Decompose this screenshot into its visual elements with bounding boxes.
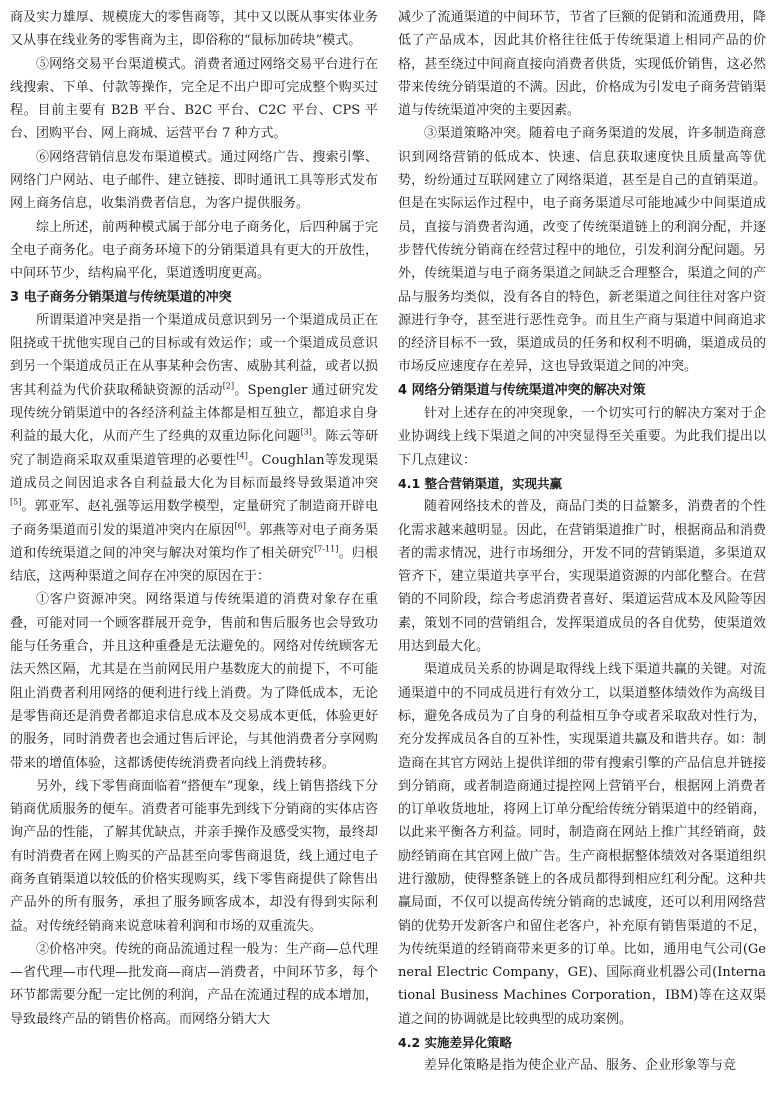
paragraph-solutions-intro: 针对上述存在的冲突现象，一个切实可行的解决方案对于企业协调线上线下渠道之间的冲突显得至关重要。为此我们提出以下几点建议：: [398, 406, 766, 468]
right-column: [398, 6, 766, 1116]
paragraph-coordination: 渠道成员关系的协调是取得线上线下渠道共赢的关键。对流通渠道中的不同成员进行有效分工，以渠道整体绩效作为高级目标，避免各成员为了自身的利益相互争夺或者采取敌对性行为，充分发挥成员各自的互补性，实现渠道共赢及和谐共存。如：制造商在其官方网站上提供详细的带有搜索引擎的产品信息并链接到分销商，或者制造商通过提控网上营销平台，根据网上消费者的订单收货地址，将网上订单分配给传统分销渠道中的经销商，以此来平衡各方利益。同时，制造商在网站上推广其经销商，鼓励经销商在其官网上做广告。生产商根据整体绩效对各渠道组织进行激励，使得整条链上的各成员都得到相应红利分配。这种共赢局面，不仅可以提高传统分销商的忠诚度，还可以利用网络营销的优势开发新客户和留住老客户，补充原有销售渠道的不足，为传统渠道的经销商带来更多的订单。比如，通用电气公司(General Electric Company，GE)、国际商业机器公司(International Business Machines Corporation，IBM)等在这双渠道之间的协调就是比较典型的成功案例。: [398, 662, 766, 1027]
paragraph-differentiation: 差异化策略是指为使企业产品、服务、企业形象等与竞: [424, 1058, 737, 1074]
paragraph-mode-6: ⑥网络营销信息发布渠道模式。通过网络广告、搜索引擎、网络门户网站、电子邮件、建立链接、即时通讯工具等形式发布网上商务信息，收集消费者信息，为客户提供服务。: [10, 149, 378, 212]
paragraph-integration: 随着网络技术的普及，商品门类的日益繁多，消费者的个性化需求越来越明显。因此，在营销渠道推广时，根据商品和消费者的需求情况，进行市场细分，开发不同的营销渠道，多渠道双管齐下，建立渠道共享平台，实现渠道资源的内部化整合。在营销的不同阶段，综合考虑消费者喜好、渠道运营成本及风险等因素，策划不同的营销组合，发挥渠道成员的各自优势，使渠道效用达到最大化。: [398, 499, 766, 655]
paragraph-channel-conflict: [10, 309, 378, 589]
subsection-heading-4-2: 4.2 实施差异化策略: [398, 1035, 512, 1051]
text-segment: 。陈云等研究了制造商采取双重渠道管理的必要性: [10, 429, 378, 468]
citation: [7-11]: [314, 544, 339, 554]
paragraph-mode-5: ⑤网络交易平台渠道模式。消费者通过网络交易平台进行在线搜索、下单、付款等操作，完全足不出户即可完成整个购买过程。目前主要有 B2B 平台、B2C 平台、C2C 平台、CPS 平台、团购平台、网上商城、运营平台 7 种方式。: [10, 56, 378, 142]
paragraph-reason-price: ②价格冲突。传统的商品流通过程一般为：生产商—总代理—省代理—市代理—批发商—商店—消费者，中间环节多，每个环节都需要分配一定比例的利润，产品在流通过程的成本增加，导致最终产品的销售价格高。而网络分销大大: [10, 941, 378, 1027]
paragraph-continued: 减少了流通渠道的中间环节，节省了巨额的促销和流通费用，降低了产品成本，因此其价格往往低于传统渠道上相同产品的价格，甚至绕过中间商直接向消费者供货，实现低价销售，这必然带来传统分销渠道的不满。因此，价格成为引发电子商务营销渠道与传统渠道冲突的主要因素。: [398, 10, 766, 119]
paragraph-free-rider: 另外，线下零售商面临着“搭便车”现象，线上销售搭线下分销商优质服务的便车。消费者可能事先到线下分销商的实体店咨询产品的性能，了解其优缺点，并亲手操作及感受实物，最终却有时消费者在网上购买的产品甚至向零售商退货，线上通过电子商务直销渠道以较低的价格实现购买，线下零售商提供了除售出产品外的所有服务，承担了服务顾客成本，却没有得到实际利益。对传统经销商来说意味着利润和市场的双重流失。: [10, 778, 378, 934]
section-heading-4: 4 网络分销渠道与传统渠道冲突的解决对策: [398, 382, 646, 398]
section-heading-3: 3 电子商务分销渠道与传统渠道的冲突: [10, 289, 232, 305]
text-segment: 所谓渠道冲突是指一个渠道成员意识到另一个渠道成员正在阻挠或干扰他实现自己的目标或有效运作；或一个渠道成员意识到另一个渠道成员正在从事某种会伤害、威胁其利益，或者以损害其利益为代价获取稀缺资源的活动: [10, 312, 378, 398]
citation: [3]: [300, 428, 312, 438]
paragraph-intro: 商及实力雄厚、规模庞大的零售商等，其中又以既从事实体业务又从事在线业务的零售商为主，即俗称的“鼠标加砖块”模式。: [10, 10, 378, 49]
text-segment: 。Coughlan等发现渠道成员之间因追求各自利益最大化为目标而最终导致渠道冲突: [10, 452, 378, 491]
text-segment: 。郭亚军、赵礼强等运用数学模型，定量研究了制造商开辟电子商务渠道而引发的渠道冲突内在原因: [10, 499, 378, 538]
text-segment: 。郭燕等对电子商务渠道和传统渠道之间的冲突与解决对策均作了相关研究: [10, 522, 378, 561]
paragraph-reason-strategy: ③渠道策略冲突。随着电子商务渠道的发展，许多制造商意识到网络营销的低成本、快速、信息获取速度快且质量高等优势，纷纷通过互联网建立了网络渠道，甚至是自己的直销渠道。但是在实际运作过程中，电子商务渠道尽可能地减少中间渠道成员，直接与消费者沟通，改变了传统渠道链上的利润分配，并逐步替代传统分销商在经营过程中的地位，引发利润分配问题。另外，传统渠道与电子商务渠道之间缺乏合理整合，渠道之间的产品与服务均类似，没有各自的特色，新老渠道之间往往对客户资源进行争夺，甚至进行恶性竞争。而且生产商与渠道中间商追求的经济目标不一致，渠道成员的任务和权利不明确，渠道成员的市场反应速度存在差异，这也导致渠道之间的冲突。: [398, 126, 766, 375]
paragraph-reason-customer: ①客户资源冲突。网络渠道与传统渠道的消费对象存在重叠，可能对同一个顾客群展开竞争，售前和售后服务也会导致功能与任务重合，并且这种重叠是无法避免的。网络对传统顾客无法天然区隔，尤其是在当前网民用户基数庞大的前提下，不可能阻止消费者利用网络的便利进行线上消费。为了降低成本，无论是零售商还是消费者都追求信息成本及交易成本更低，体验更好的服务，同时消费者也会通过售后评论，与其他消费者分享网购带来的增值体验，这都诱使传统消费者向线上消费转移。: [10, 592, 378, 771]
citation: [6]: [234, 521, 246, 531]
text-segment: 。Spengler 通过研究发现传统分销渠道中的各经济利益主体都是相互独立，都追求自身利益的最大化，从而产生了经典的双重边际化问题: [10, 382, 378, 445]
text-segment: 。归根结底，这两种渠道之间存在冲突的原因在于：: [10, 545, 378, 585]
citation: [2]: [222, 381, 235, 391]
citation: [4]: [236, 451, 248, 461]
citation: [5]: [10, 497, 22, 507]
subsection-heading-4-1: 4.1 整合营销渠道，实现共赢: [398, 475, 562, 491]
left-column: [10, 6, 378, 1116]
paragraph-summary: 综上所述，前两种模式属于部分电子商务化，后四种属于完全电子商务化。电子商务环境下的分销渠道具有更大的开放性，中间环节少，结构扁平化，渠道透明度更高。: [10, 219, 378, 282]
